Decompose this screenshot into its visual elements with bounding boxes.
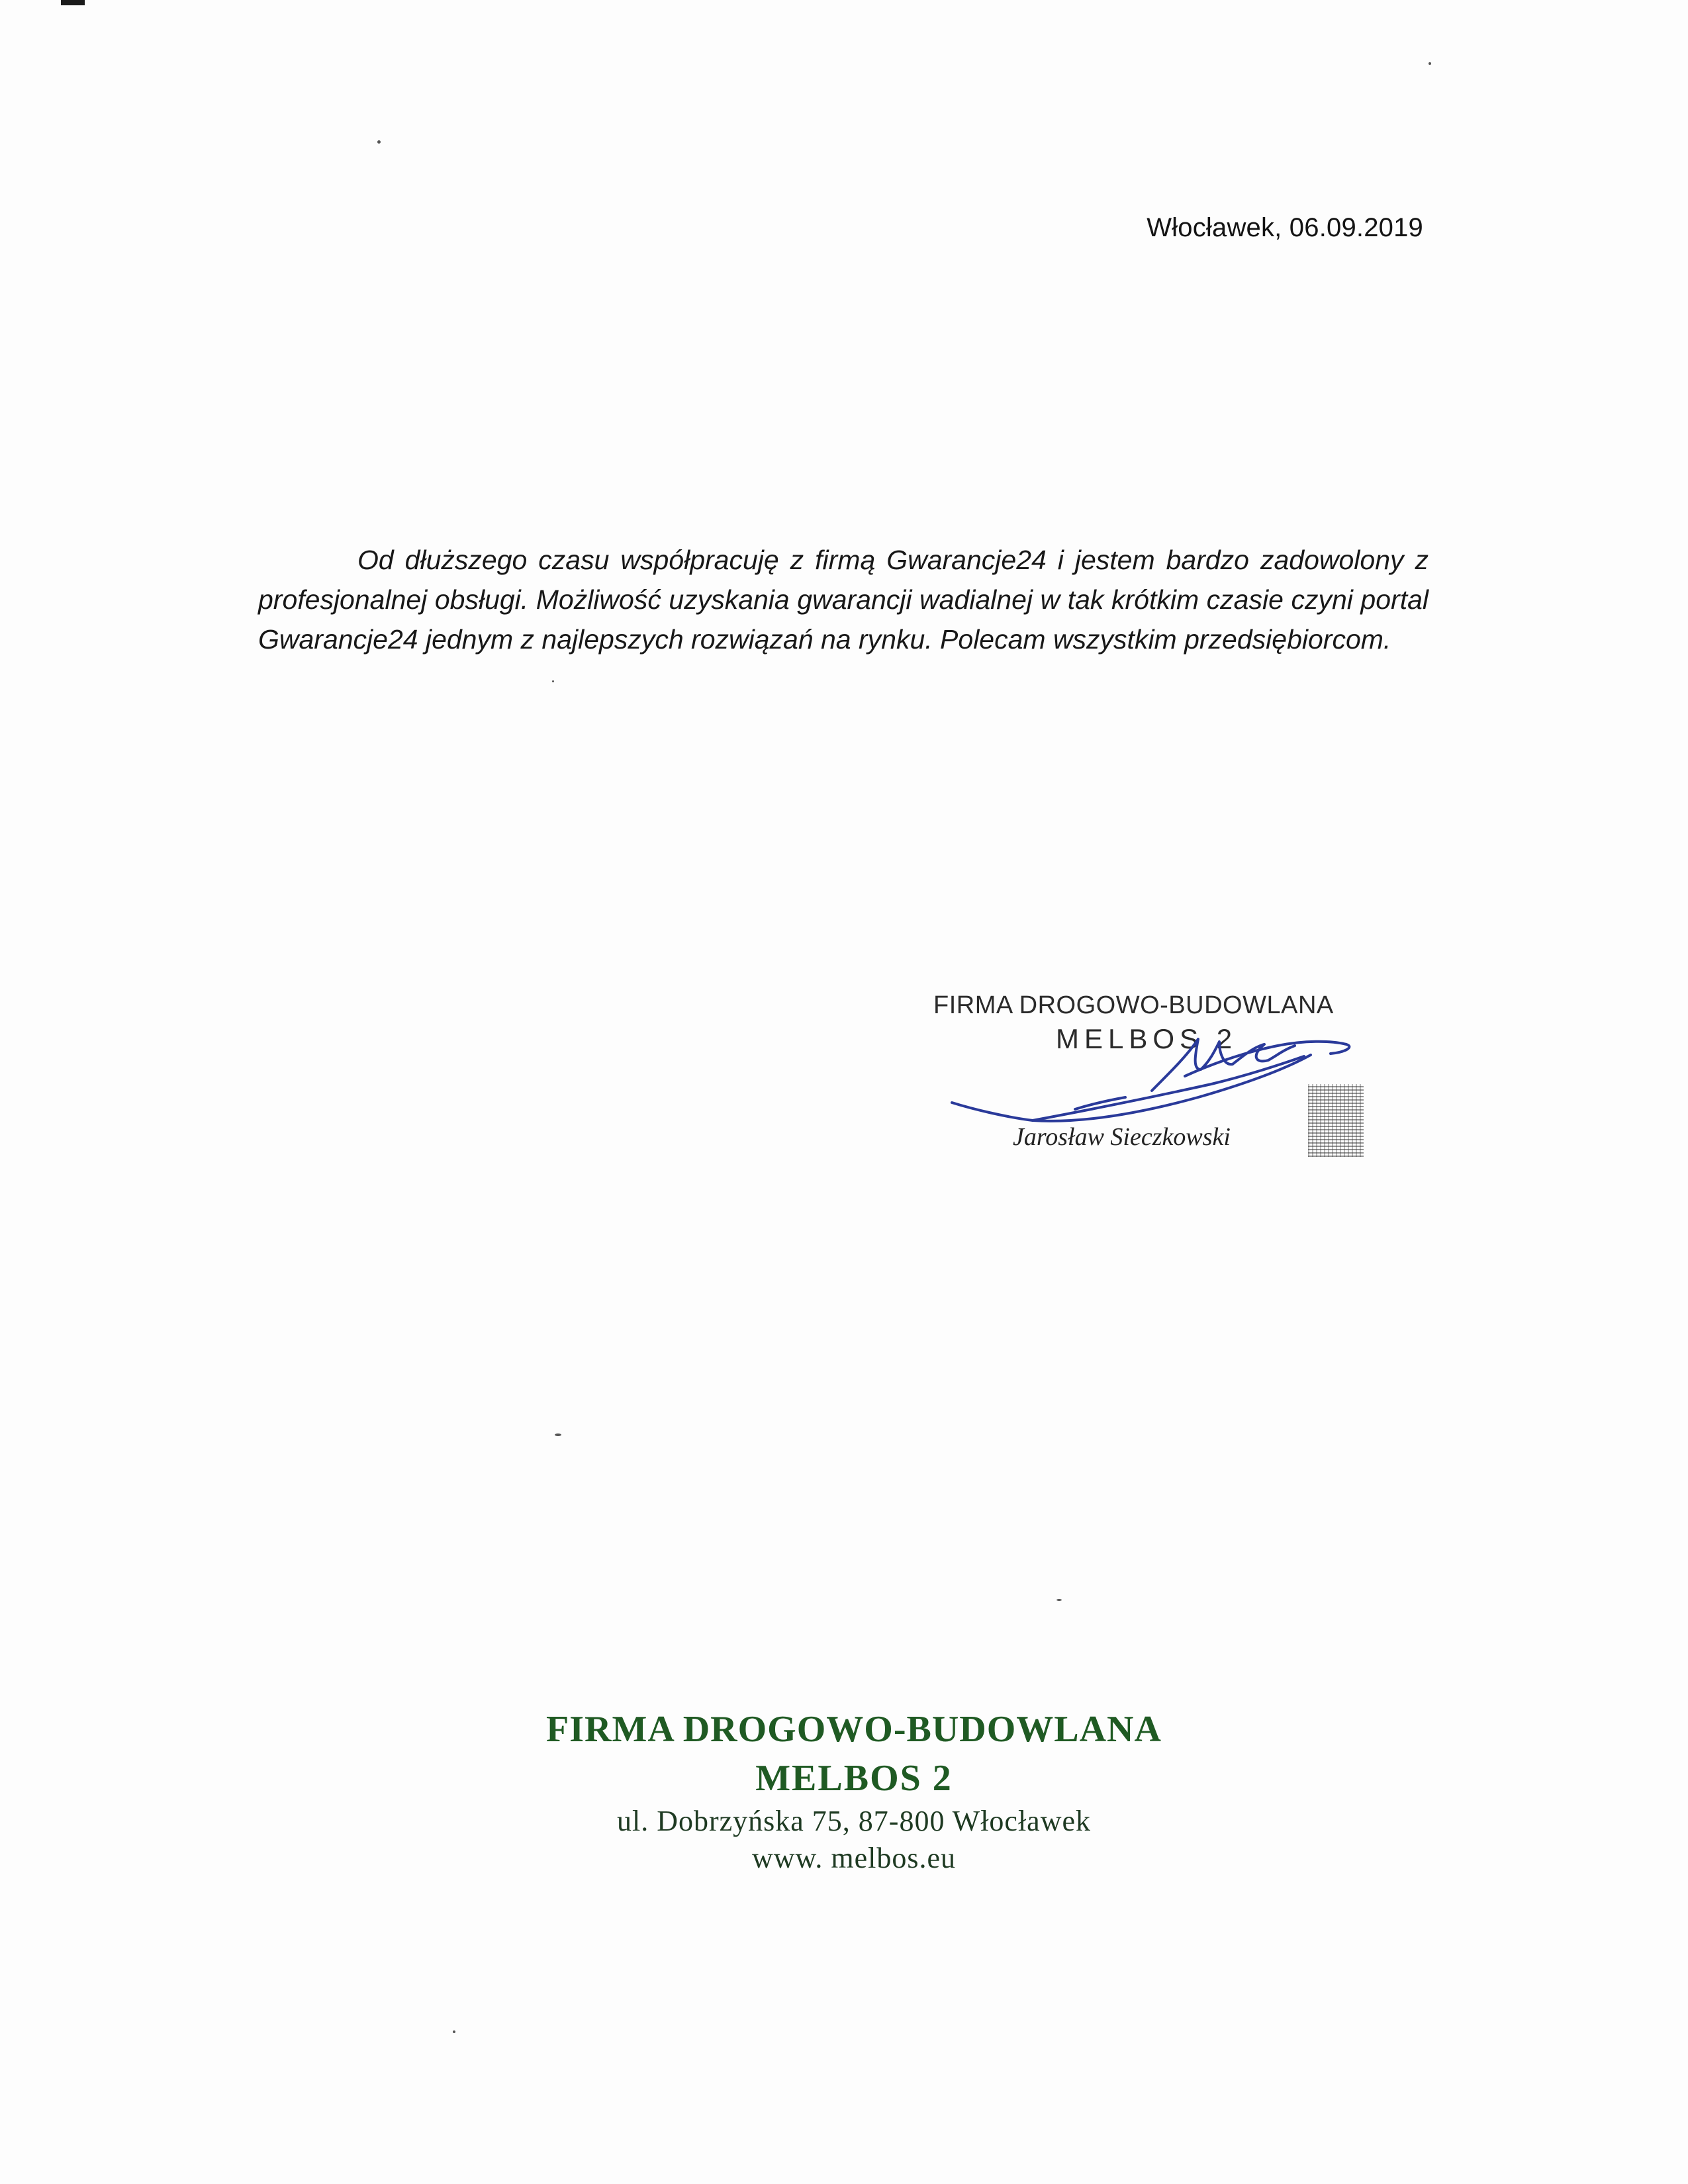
scan-speck [1056,1599,1062,1601]
signature-strokes [952,1039,1349,1121]
stamp-signatory: Jarosław Sieczkowski [1013,1123,1231,1151]
letterhead-footer [0,1705,1688,1877]
stamp-company-line: FIRMA DROGOWO-BUDOWLANA [933,991,1334,1019]
footer-company-name: FIRMA DROGOWO-BUDOWLANA [546,1709,1162,1750]
scan-speck [555,1433,561,1436]
company-stamp [933,991,1370,1170]
footer-address: ul. Dobrzyńska 75, 87-800 Włocławek [616,1805,1092,1837]
place-and-date: Włocławek, 06.09.2019 [1147,213,1423,242]
scan-speck [377,140,381,144]
stamp-name-line: MELBOS 2 [1056,1023,1238,1054]
letter-body [258,540,1429,659]
handwritten-signature [933,991,1370,1170]
scan-corner-mark [61,0,85,5]
footer-website: www. melbos.eu [751,1842,957,1874]
footer-brand-name: MELBOS 2 [755,1758,953,1799]
letter-body-text: Od dłuższego czasu współpracuję z firmą Gwarancje24 i jestem bardzo zadowolony z profesjonalnej obsługi. Możliwość uzyskania gwarancji wadialnej w tak krótkim czasie czyni portal Gwarancje24 jednym z najlepszych rozwiązań na rynku. Polecam wszystkim przedsiębiorcom. [258,545,1429,655]
scan-speck [552,680,554,682]
scan-speck [453,2030,455,2033]
scan-speck [1429,62,1431,65]
